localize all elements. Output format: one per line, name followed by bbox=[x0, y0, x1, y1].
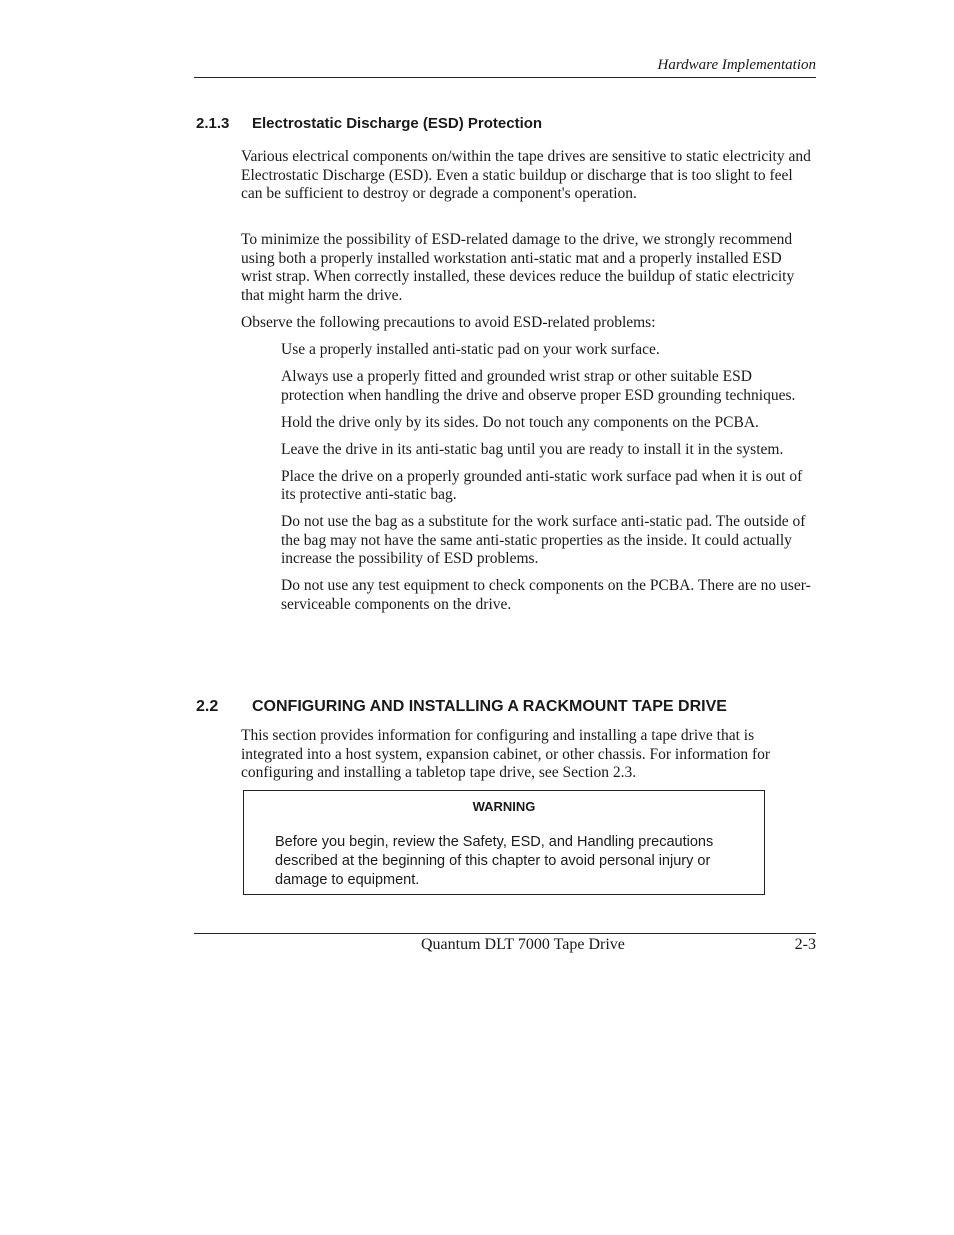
footer-rule bbox=[194, 933, 816, 934]
list-item: Hold the drive only by its sides. Do not touch any components on the PCBA. bbox=[281, 413, 759, 431]
page-number: 2-3 bbox=[794, 936, 816, 953]
section-2-1-3-heading bbox=[196, 114, 542, 134]
warning-text: Before you begin, review the Safety, ESD, and Handling precautions described at the beginning of this chapter to avoid personal injury or damage to equipment. bbox=[275, 834, 714, 888]
section-2-2-heading bbox=[196, 697, 727, 717]
list-item: Leave the drive in its anti-static bag until you are ready to install it in the system. bbox=[281, 440, 784, 458]
esd-intro-paragraph: Various electrical components on/within the tape drives are sensitive to static electricity and Electrostatic Discharge (ESD). Even a static buildup or discharge that is too slight to feel can be sufficient to destroy or degrade a component's operation. bbox=[241, 148, 811, 203]
esd-recommendation-paragraph: To minimize the possibility of ESD-related damage to the drive, we strongly recommend using both a properly installed workstation anti-static mat and a properly installed ESD wrist strap. When correctly installed, these devices reduce the buildup of static electricity that might harm the drive. bbox=[241, 231, 795, 304]
section-number: 2.1.3 bbox=[196, 115, 230, 132]
footer-product-title: Quantum DLT 7000 Tape Drive bbox=[421, 936, 625, 953]
section-title: CONFIGURING AND INSTALLING A RACKMOUNT TAPE DRIVE bbox=[252, 698, 727, 715]
warning-box bbox=[243, 790, 765, 895]
running-header: Hardware Implementation bbox=[657, 57, 816, 73]
list-item: Do not use any test equipment to check components on the PCBA. There are no user-serviceable components on the drive. bbox=[281, 577, 811, 613]
section-number: 2.2 bbox=[196, 698, 219, 715]
section-2-2-paragraph: This section provides information for configuring and installing a tape drive that is integrated into a host system, expansion cabinet, or other chassis. For information for configuring and installing a tabletop tape drive, see Section 2.3. bbox=[241, 727, 771, 782]
header-rule bbox=[194, 77, 816, 78]
list-item: Do not use the bag as a substitute for the work surface anti-static pad. The outside of the bag may not have the same anti-static properties as the inside. It could actually increase the possibility of ESD problems. bbox=[281, 513, 806, 568]
list-item: Place the drive on a properly grounded anti-static work surface pad when it is out of its protective anti-static bag. bbox=[281, 467, 803, 504]
precautions-list bbox=[281, 341, 817, 623]
section-title: Electrostatic Discharge (ESD) Protection bbox=[252, 115, 543, 132]
precautions-lead-in: Observe the following precautions to avoid ESD-related problems: bbox=[241, 314, 656, 331]
warning-title: WARNING bbox=[472, 799, 536, 814]
list-item: Always use a properly fitted and grounded wrist strap or other suitable ESD protection when handling the drive and observe proper ESD grounding techniques. bbox=[281, 367, 796, 404]
list-item: Use a properly installed anti-static pad on your work surface. bbox=[281, 341, 660, 358]
